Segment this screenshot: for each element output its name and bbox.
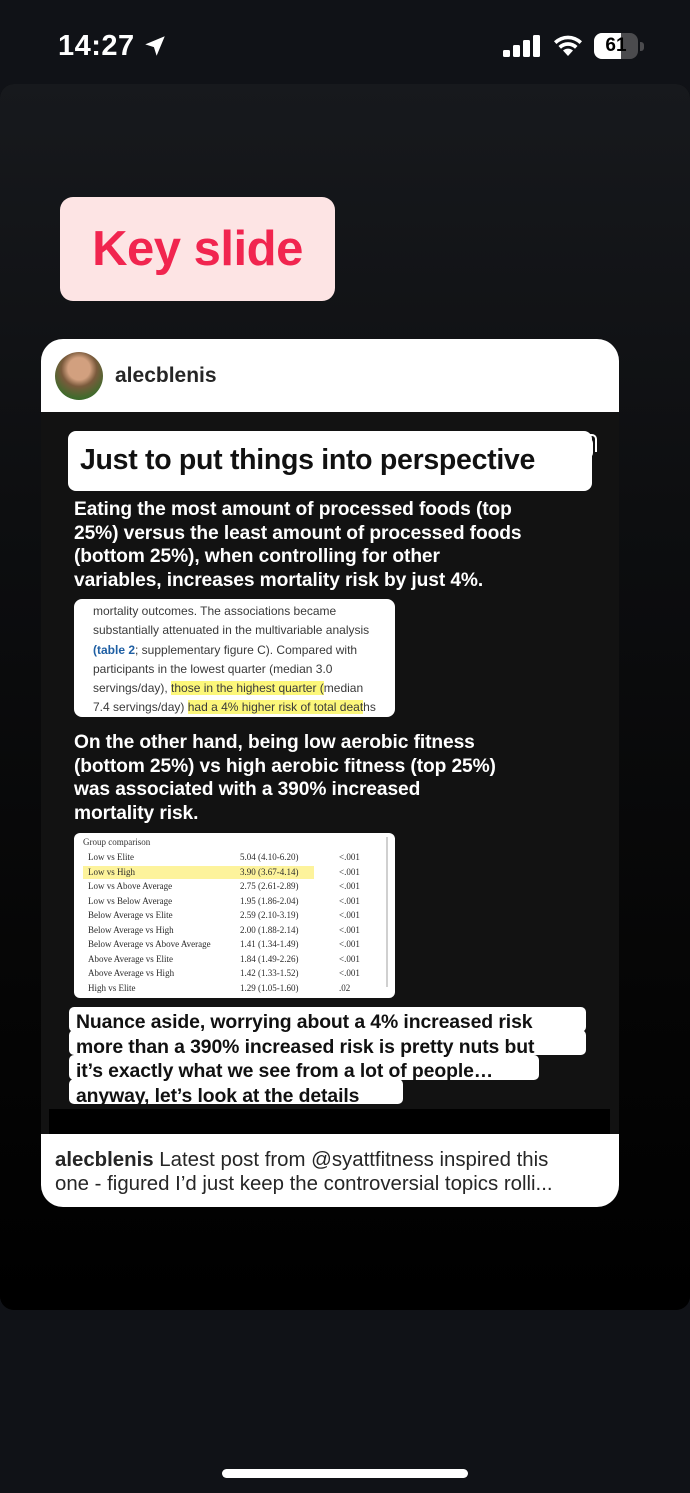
- nuance-text-box: [69, 1007, 586, 1107]
- table-2-link: (table 2: [93, 642, 136, 657]
- highlight-text: those in the highest quarter (: [171, 681, 324, 696]
- table-scrollbar: [386, 837, 388, 987]
- table-row: [83, 909, 395, 924]
- battery-percent: 61: [605, 35, 627, 56]
- processed-foods-paragraph: Eating the most amount of processed foods (top 25%) versus the least amount of processed foods (bottom 25%), when controlling for other variables, increases mortality risk by just 4%.: [74, 499, 522, 591]
- row-p-value: <.001: [339, 895, 360, 906]
- row-hazard-ratio: 2.00 (1.88-2.14): [240, 924, 299, 935]
- table-row: [83, 924, 395, 939]
- row-hazard-ratio: 1.42 (1.33-1.52): [240, 968, 299, 978]
- cellular-signal-icon: [503, 35, 541, 57]
- post-slide-image[interactable]: [41, 412, 619, 1134]
- avatar[interactable]: [55, 352, 103, 400]
- row-p-value: <.001: [339, 968, 360, 978]
- post-caption[interactable]: alecblenis Latest post from @syattfitness inspired this one - figured I’d just keep the controversial topics rolli...: [55, 1149, 553, 1195]
- row-hazard-ratio: 3.90 (3.67-4.14): [240, 866, 299, 877]
- row-group: High vs Elite: [88, 982, 136, 993]
- table-row: [83, 895, 395, 910]
- row-group: Above Average vs Elite: [88, 953, 174, 964]
- row-p-value: <.001: [339, 924, 360, 935]
- row-hazard-ratio: 1.95 (1.86-2.04): [240, 895, 299, 906]
- row-group: Below Average vs High: [88, 924, 174, 935]
- post-header[interactable]: [41, 339, 619, 412]
- row-group: Low vs High: [88, 866, 135, 877]
- row-p-value: <.001: [339, 939, 360, 949]
- clock: 14:27: [58, 30, 135, 62]
- group-comparison-table: [74, 833, 395, 998]
- row-p-value: .02: [339, 982, 351, 993]
- table-row: [83, 953, 395, 968]
- row-hazard-ratio: 2.59 (2.10-3.19): [240, 910, 299, 920]
- row-group: Below Average vs Elite: [88, 910, 173, 920]
- slide-title-box: [68, 431, 592, 491]
- row-group: Low vs Below Average: [88, 895, 173, 906]
- table-row: [83, 880, 395, 895]
- shared-post-card[interactable]: [41, 339, 619, 1207]
- row-hazard-ratio: 1.29 (1.05-1.60): [240, 982, 299, 993]
- highlight-text: had a 4% higher risk of total deat: [187, 700, 364, 715]
- table-row: [83, 967, 395, 982]
- battery-icon: [594, 33, 644, 59]
- table-header: Group comparison: [83, 837, 151, 847]
- row-group: Low vs Above Average: [88, 881, 173, 891]
- row-p-value: <.001: [339, 910, 360, 920]
- aerobic-fitness-paragraph: On the other hand, being low aerobic fitness (bottom 25%) vs high aerobic fitness (top 25%) was associated with a 390% increased mortality risk.: [74, 732, 496, 824]
- wifi-icon: [552, 33, 584, 57]
- row-p-value: <.001: [339, 881, 360, 891]
- table-row: [83, 982, 395, 997]
- study-excerpt: mortality outcomes. The associations became substantially attenuated in the multivariable analysis (table 2; supplementary figure C). Compared with participants in the lowest quarter (median 3.0 servings/day), those in the highest quarter (median 7.4 servings/day) had a 4% higher risk of total deaths: [74, 599, 395, 717]
- table-row: [83, 851, 395, 866]
- row-hazard-ratio: 1.41 (1.34-1.49): [240, 939, 299, 949]
- slide-title: Just to put things into perspective: [80, 444, 536, 476]
- row-p-value: <.001: [339, 953, 360, 964]
- row-p-value: <.001: [339, 852, 360, 862]
- row-group: Below Average vs Above Average: [88, 939, 211, 949]
- row-hazard-ratio: 2.75 (2.61-2.89): [240, 881, 299, 891]
- post-username[interactable]: alecblenis: [115, 364, 217, 387]
- caption-username[interactable]: alecblenis: [55, 1149, 154, 1171]
- key-slide-label: Key slide: [92, 222, 303, 276]
- table-row: [83, 866, 395, 881]
- story-viewer[interactable]: [0, 84, 690, 1310]
- key-slide-sticker: [60, 197, 335, 301]
- row-group: Low vs Elite: [88, 852, 134, 862]
- row-p-value: <.001: [339, 866, 360, 877]
- row-hazard-ratio: 5.04 (4.10-6.20): [240, 852, 299, 862]
- row-hazard-ratio: 1.84 (1.49-2.26): [240, 953, 299, 964]
- home-indicator[interactable]: [222, 1469, 468, 1478]
- table-row: [83, 938, 395, 953]
- row-group: Above Average vs High: [88, 968, 175, 978]
- status-bar: [0, 0, 690, 84]
- multi-image-icon: [571, 432, 599, 460]
- location-arrow-icon: [142, 33, 168, 59]
- nuance-text: Nuance aside, worrying about a 4% increased risk more than a 390% increased risk is pretty nuts but it’s exactly what we see from a lot of people… anyway, let’s look at the details: [76, 1011, 535, 1108]
